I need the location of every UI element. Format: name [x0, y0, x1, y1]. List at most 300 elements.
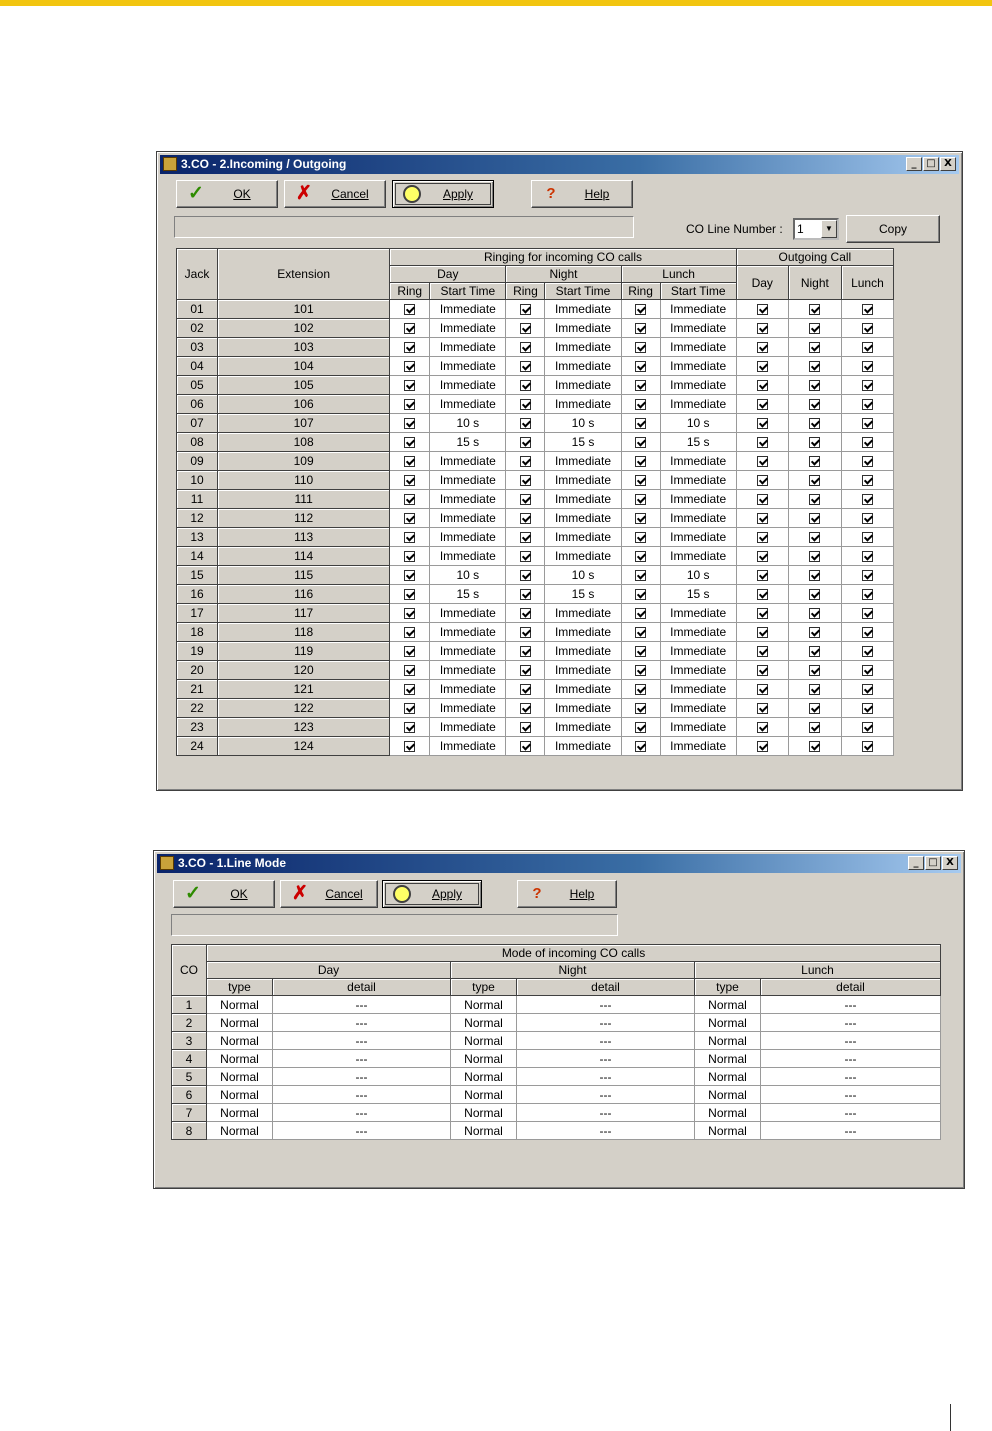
ring-checkbox-cell[interactable] — [621, 604, 660, 623]
ring-checkbox-cell[interactable] — [506, 338, 545, 357]
ring-checkbox-cell[interactable] — [390, 338, 430, 357]
ring-checkbox[interactable] — [404, 380, 415, 391]
outgoing-checkbox[interactable] — [757, 456, 768, 467]
ring-checkbox-cell[interactable] — [390, 414, 430, 433]
ring-checkbox[interactable] — [404, 627, 415, 638]
outgoing-checkbox-cell[interactable] — [736, 509, 788, 528]
extension-cell[interactable]: 104 — [218, 357, 390, 376]
ring-checkbox-cell[interactable] — [390, 566, 430, 585]
ring-checkbox[interactable] — [635, 323, 646, 334]
jack-cell[interactable]: 03 — [177, 338, 218, 357]
ring-checkbox[interactable] — [404, 399, 415, 410]
ring-checkbox[interactable] — [520, 494, 531, 505]
outgoing-checkbox[interactable] — [757, 494, 768, 505]
outgoing-checkbox[interactable] — [757, 646, 768, 657]
ring-checkbox-cell[interactable] — [506, 509, 545, 528]
outgoing-checkbox[interactable] — [757, 608, 768, 619]
detail-cell[interactable]: --- — [517, 1050, 695, 1068]
outgoing-checkbox[interactable] — [757, 342, 768, 353]
outgoing-checkbox[interactable] — [809, 627, 820, 638]
outgoing-checkbox[interactable] — [862, 627, 873, 638]
outgoing-checkbox[interactable] — [809, 399, 820, 410]
outgoing-checkbox[interactable] — [809, 741, 820, 752]
ring-checkbox[interactable] — [520, 513, 531, 524]
outgoing-checkbox[interactable] — [809, 513, 820, 524]
outgoing-checkbox[interactable] — [862, 570, 873, 581]
outgoing-checkbox-cell[interactable] — [736, 528, 788, 547]
detail-cell[interactable]: --- — [273, 1104, 451, 1122]
detail-cell[interactable]: --- — [273, 1032, 451, 1050]
ring-checkbox[interactable] — [404, 456, 415, 467]
ring-checkbox-cell[interactable] — [621, 357, 660, 376]
type-cell[interactable]: Normal — [207, 1050, 273, 1068]
start-time-cell[interactable]: Immediate — [430, 737, 506, 756]
outgoing-checkbox-cell[interactable] — [841, 718, 893, 737]
ring-checkbox[interactable] — [404, 722, 415, 733]
extension-cell[interactable]: 111 — [218, 490, 390, 509]
outgoing-checkbox-cell[interactable] — [841, 395, 893, 414]
minimize-button[interactable]: _ — [908, 856, 924, 870]
jack-cell[interactable]: 06 — [177, 395, 218, 414]
outgoing-checkbox[interactable] — [809, 551, 820, 562]
outgoing-checkbox[interactable] — [757, 722, 768, 733]
ring-checkbox-cell[interactable] — [390, 490, 430, 509]
start-time-cell[interactable]: Immediate — [545, 604, 621, 623]
outgoing-checkbox-cell[interactable] — [841, 737, 893, 756]
outgoing-checkbox-cell[interactable] — [841, 680, 893, 699]
ring-checkbox-cell[interactable] — [506, 737, 545, 756]
outgoing-checkbox-cell[interactable] — [736, 433, 788, 452]
start-time-cell[interactable]: Immediate — [660, 300, 736, 319]
start-time-cell[interactable]: Immediate — [660, 528, 736, 547]
outgoing-checkbox-cell[interactable] — [788, 300, 841, 319]
co-cell[interactable]: 7 — [172, 1104, 207, 1122]
outgoing-checkbox[interactable] — [862, 494, 873, 505]
outgoing-checkbox-cell[interactable] — [736, 737, 788, 756]
detail-cell[interactable]: --- — [517, 1032, 695, 1050]
outgoing-checkbox-cell[interactable] — [736, 547, 788, 566]
outgoing-checkbox[interactable] — [809, 570, 820, 581]
ring-checkbox-cell[interactable] — [390, 357, 430, 376]
outgoing-checkbox[interactable] — [862, 437, 873, 448]
outgoing-checkbox-cell[interactable] — [736, 414, 788, 433]
start-time-cell[interactable]: 15 s — [545, 433, 621, 452]
jack-cell[interactable]: 02 — [177, 319, 218, 338]
start-time-cell[interactable]: Immediate — [430, 528, 506, 547]
start-time-cell[interactable]: Immediate — [545, 509, 621, 528]
ring-checkbox[interactable] — [404, 551, 415, 562]
extension-cell[interactable]: 123 — [218, 718, 390, 737]
ring-checkbox[interactable] — [635, 456, 646, 467]
type-cell[interactable]: Normal — [207, 996, 273, 1014]
jack-cell[interactable]: 11 — [177, 490, 218, 509]
help-button[interactable]: ? Help — [531, 180, 633, 208]
ring-checkbox-cell[interactable] — [390, 528, 430, 547]
outgoing-checkbox-cell[interactable] — [788, 414, 841, 433]
outgoing-checkbox[interactable] — [809, 456, 820, 467]
ring-checkbox-cell[interactable] — [506, 547, 545, 566]
outgoing-checkbox[interactable] — [809, 665, 820, 676]
minimize-button[interactable]: _ — [906, 157, 922, 171]
extension-cell[interactable]: 107 — [218, 414, 390, 433]
outgoing-checkbox[interactable] — [757, 437, 768, 448]
ring-checkbox[interactable] — [404, 703, 415, 714]
start-time-cell[interactable]: Immediate — [660, 737, 736, 756]
outgoing-checkbox-cell[interactable] — [841, 661, 893, 680]
outgoing-checkbox-cell[interactable] — [788, 433, 841, 452]
ring-checkbox-cell[interactable] — [621, 490, 660, 509]
ring-checkbox[interactable] — [404, 437, 415, 448]
detail-cell[interactable]: --- — [517, 996, 695, 1014]
detail-cell[interactable]: --- — [273, 1050, 451, 1068]
start-time-cell[interactable]: Immediate — [430, 319, 506, 338]
ring-checkbox[interactable] — [520, 532, 531, 543]
outgoing-checkbox[interactable] — [862, 551, 873, 562]
type-cell[interactable]: Normal — [695, 996, 761, 1014]
jack-cell[interactable]: 18 — [177, 623, 218, 642]
ring-checkbox[interactable] — [404, 342, 415, 353]
jack-cell[interactable]: 16 — [177, 585, 218, 604]
start-time-cell[interactable]: Immediate — [545, 338, 621, 357]
co-line-number-select[interactable]: 1 ▼ — [793, 218, 839, 240]
outgoing-checkbox[interactable] — [757, 551, 768, 562]
ring-checkbox-cell[interactable] — [621, 319, 660, 338]
outgoing-checkbox[interactable] — [809, 361, 820, 372]
type-cell[interactable]: Normal — [695, 1014, 761, 1032]
outgoing-checkbox-cell[interactable] — [788, 566, 841, 585]
outgoing-checkbox[interactable] — [809, 646, 820, 657]
outgoing-checkbox-cell[interactable] — [841, 490, 893, 509]
chevron-down-icon[interactable]: ▼ — [821, 220, 837, 238]
start-time-cell[interactable]: Immediate — [545, 642, 621, 661]
outgoing-checkbox-cell[interactable] — [788, 661, 841, 680]
ring-checkbox-cell[interactable] — [390, 509, 430, 528]
type-cell[interactable]: Normal — [695, 1032, 761, 1050]
outgoing-checkbox-cell[interactable] — [841, 300, 893, 319]
outgoing-checkbox-cell[interactable] — [841, 642, 893, 661]
type-cell[interactable]: Normal — [451, 1068, 517, 1086]
outgoing-checkbox-cell[interactable] — [841, 566, 893, 585]
detail-cell[interactable]: --- — [517, 1104, 695, 1122]
ring-checkbox[interactable] — [635, 722, 646, 733]
maximize-button[interactable]: □ — [923, 157, 939, 171]
jack-cell[interactable]: 09 — [177, 452, 218, 471]
ring-checkbox[interactable] — [635, 570, 646, 581]
outgoing-checkbox-cell[interactable] — [788, 585, 841, 604]
ring-checkbox-cell[interactable] — [390, 452, 430, 471]
type-cell[interactable]: Normal — [695, 1104, 761, 1122]
outgoing-checkbox[interactable] — [809, 703, 820, 714]
co-cell[interactable]: 5 — [172, 1068, 207, 1086]
outgoing-checkbox-cell[interactable] — [788, 718, 841, 737]
outgoing-checkbox-cell[interactable] — [788, 452, 841, 471]
outgoing-checkbox[interactable] — [809, 684, 820, 695]
extension-cell[interactable]: 103 — [218, 338, 390, 357]
start-time-cell[interactable]: Immediate — [430, 357, 506, 376]
ring-checkbox-cell[interactable] — [506, 433, 545, 452]
start-time-cell[interactable]: Immediate — [660, 357, 736, 376]
start-time-cell[interactable]: Immediate — [430, 338, 506, 357]
ring-checkbox[interactable] — [635, 608, 646, 619]
ring-checkbox-cell[interactable] — [390, 642, 430, 661]
detail-cell[interactable]: --- — [517, 1086, 695, 1104]
start-time-cell[interactable]: Immediate — [660, 376, 736, 395]
start-time-cell[interactable]: Immediate — [660, 699, 736, 718]
extension-cell[interactable]: 102 — [218, 319, 390, 338]
jack-cell[interactable]: 07 — [177, 414, 218, 433]
outgoing-checkbox[interactable] — [862, 532, 873, 543]
apply-button[interactable]: Apply — [392, 180, 494, 208]
ring-checkbox-cell[interactable] — [506, 357, 545, 376]
outgoing-checkbox[interactable] — [757, 703, 768, 714]
ring-checkbox[interactable] — [404, 665, 415, 676]
start-time-cell[interactable]: Immediate — [660, 642, 736, 661]
ring-checkbox-cell[interactable] — [390, 300, 430, 319]
jack-cell[interactable]: 04 — [177, 357, 218, 376]
start-time-cell[interactable]: Immediate — [660, 623, 736, 642]
jack-cell[interactable]: 21 — [177, 680, 218, 699]
outgoing-checkbox-cell[interactable] — [736, 395, 788, 414]
outgoing-checkbox-cell[interactable] — [788, 604, 841, 623]
jack-cell[interactable]: 12 — [177, 509, 218, 528]
ring-checkbox-cell[interactable] — [621, 642, 660, 661]
maximize-button[interactable]: □ — [925, 856, 941, 870]
ring-checkbox-cell[interactable] — [390, 433, 430, 452]
apply-button[interactable]: Apply — [382, 880, 482, 908]
detail-cell[interactable]: --- — [761, 996, 941, 1014]
outgoing-checkbox-cell[interactable] — [736, 718, 788, 737]
detail-cell[interactable]: --- — [517, 1014, 695, 1032]
start-time-cell[interactable]: Immediate — [430, 452, 506, 471]
close-button[interactable]: X — [942, 856, 958, 870]
ring-checkbox[interactable] — [635, 551, 646, 562]
ring-checkbox-cell[interactable] — [621, 376, 660, 395]
jack-cell[interactable]: 17 — [177, 604, 218, 623]
ring-checkbox-cell[interactable] — [506, 680, 545, 699]
outgoing-checkbox[interactable] — [809, 532, 820, 543]
type-cell[interactable]: Normal — [207, 1122, 273, 1140]
detail-cell[interactable]: --- — [761, 1032, 941, 1050]
type-cell[interactable]: Normal — [451, 1122, 517, 1140]
outgoing-checkbox[interactable] — [757, 589, 768, 600]
co-cell[interactable]: 6 — [172, 1086, 207, 1104]
ring-checkbox[interactable] — [635, 703, 646, 714]
start-time-cell[interactable]: Immediate — [660, 319, 736, 338]
ring-checkbox-cell[interactable] — [506, 623, 545, 642]
ring-checkbox-cell[interactable] — [506, 395, 545, 414]
start-time-cell[interactable]: Immediate — [545, 300, 621, 319]
outgoing-checkbox[interactable] — [757, 304, 768, 315]
outgoing-checkbox-cell[interactable] — [736, 357, 788, 376]
ring-checkbox[interactable] — [404, 608, 415, 619]
extension-cell[interactable]: 108 — [218, 433, 390, 452]
outgoing-checkbox[interactable] — [809, 608, 820, 619]
outgoing-checkbox[interactable] — [862, 342, 873, 353]
start-time-cell[interactable]: 10 s — [660, 414, 736, 433]
outgoing-checkbox-cell[interactable] — [841, 604, 893, 623]
close-button[interactable]: X — [940, 157, 956, 171]
start-time-cell[interactable]: Immediate — [660, 680, 736, 699]
ring-checkbox[interactable] — [635, 741, 646, 752]
outgoing-checkbox[interactable] — [862, 399, 873, 410]
ring-checkbox[interactable] — [635, 475, 646, 486]
outgoing-checkbox-cell[interactable] — [788, 395, 841, 414]
outgoing-checkbox[interactable] — [862, 361, 873, 372]
outgoing-checkbox-cell[interactable] — [788, 737, 841, 756]
start-time-cell[interactable]: Immediate — [545, 623, 621, 642]
ring-checkbox-cell[interactable] — [390, 604, 430, 623]
start-time-cell[interactable]: Immediate — [430, 395, 506, 414]
ring-checkbox[interactable] — [520, 475, 531, 486]
ring-checkbox-cell[interactable] — [390, 737, 430, 756]
extension-cell[interactable]: 112 — [218, 509, 390, 528]
start-time-cell[interactable]: Immediate — [545, 471, 621, 490]
detail-cell[interactable]: --- — [273, 996, 451, 1014]
ring-checkbox[interactable] — [404, 741, 415, 752]
start-time-cell[interactable]: Immediate — [430, 490, 506, 509]
ring-checkbox[interactable] — [404, 323, 415, 334]
detail-cell[interactable]: --- — [273, 1086, 451, 1104]
start-time-cell[interactable]: Immediate — [430, 718, 506, 737]
ring-checkbox-cell[interactable] — [621, 585, 660, 604]
ring-checkbox-cell[interactable] — [506, 566, 545, 585]
ring-checkbox[interactable] — [404, 475, 415, 486]
outgoing-checkbox-cell[interactable] — [841, 433, 893, 452]
ring-checkbox-cell[interactable] — [506, 528, 545, 547]
start-time-cell[interactable]: Immediate — [660, 604, 736, 623]
outgoing-checkbox-cell[interactable] — [788, 680, 841, 699]
outgoing-checkbox-cell[interactable] — [736, 452, 788, 471]
type-cell[interactable]: Normal — [207, 1068, 273, 1086]
outgoing-checkbox-cell[interactable] — [788, 528, 841, 547]
ring-checkbox-cell[interactable] — [621, 680, 660, 699]
outgoing-checkbox[interactable] — [757, 513, 768, 524]
co-cell[interactable]: 3 — [172, 1032, 207, 1050]
ring-checkbox[interactable] — [635, 513, 646, 524]
ring-checkbox-cell[interactable] — [506, 376, 545, 395]
ring-checkbox-cell[interactable] — [390, 623, 430, 642]
outgoing-checkbox[interactable] — [809, 380, 820, 391]
start-time-cell[interactable]: Immediate — [430, 547, 506, 566]
jack-cell[interactable]: 23 — [177, 718, 218, 737]
outgoing-checkbox-cell[interactable] — [788, 490, 841, 509]
ring-checkbox[interactable] — [520, 741, 531, 752]
outgoing-checkbox-cell[interactable] — [841, 528, 893, 547]
outgoing-checkbox-cell[interactable] — [736, 661, 788, 680]
ring-checkbox[interactable] — [635, 589, 646, 600]
ring-checkbox-cell[interactable] — [621, 547, 660, 566]
type-cell[interactable]: Normal — [451, 1104, 517, 1122]
start-time-cell[interactable]: Immediate — [545, 490, 621, 509]
outgoing-checkbox-cell[interactable] — [788, 357, 841, 376]
outgoing-checkbox[interactable] — [757, 741, 768, 752]
start-time-cell[interactable]: 15 s — [430, 585, 506, 604]
cancel-button[interactable]: ✗ Cancel — [284, 180, 386, 208]
start-time-cell[interactable]: Immediate — [430, 661, 506, 680]
ring-checkbox[interactable] — [635, 380, 646, 391]
detail-cell[interactable]: --- — [273, 1068, 451, 1086]
jack-cell[interactable]: 24 — [177, 737, 218, 756]
ring-checkbox-cell[interactable] — [621, 338, 660, 357]
extension-cell[interactable]: 118 — [218, 623, 390, 642]
ok-button[interactable]: ✓ OK — [176, 180, 278, 208]
ring-checkbox[interactable] — [635, 399, 646, 410]
detail-cell[interactable]: --- — [761, 1122, 941, 1140]
extension-cell[interactable]: 124 — [218, 737, 390, 756]
ring-checkbox-cell[interactable] — [506, 452, 545, 471]
ring-checkbox[interactable] — [635, 627, 646, 638]
type-cell[interactable]: Normal — [695, 1122, 761, 1140]
detail-cell[interactable]: --- — [517, 1068, 695, 1086]
outgoing-checkbox[interactable] — [862, 703, 873, 714]
ring-checkbox-cell[interactable] — [621, 737, 660, 756]
outgoing-checkbox-cell[interactable] — [788, 623, 841, 642]
jack-cell[interactable]: 15 — [177, 566, 218, 585]
outgoing-checkbox[interactable] — [757, 532, 768, 543]
ring-checkbox-cell[interactable] — [506, 699, 545, 718]
type-cell[interactable]: Normal — [451, 1032, 517, 1050]
outgoing-checkbox[interactable] — [809, 475, 820, 486]
start-time-cell[interactable]: Immediate — [430, 623, 506, 642]
ring-checkbox-cell[interactable] — [390, 376, 430, 395]
ring-checkbox[interactable] — [520, 342, 531, 353]
outgoing-checkbox[interactable] — [809, 437, 820, 448]
start-time-cell[interactable]: Immediate — [660, 547, 736, 566]
ring-checkbox[interactable] — [635, 304, 646, 315]
jack-cell[interactable]: 14 — [177, 547, 218, 566]
ring-checkbox[interactable] — [404, 532, 415, 543]
extension-cell[interactable]: 117 — [218, 604, 390, 623]
ring-checkbox-cell[interactable] — [506, 718, 545, 737]
outgoing-checkbox-cell[interactable] — [736, 623, 788, 642]
type-cell[interactable]: Normal — [207, 1032, 273, 1050]
outgoing-checkbox[interactable] — [809, 342, 820, 353]
ring-checkbox[interactable] — [635, 665, 646, 676]
outgoing-checkbox-cell[interactable] — [841, 585, 893, 604]
outgoing-checkbox-cell[interactable] — [841, 338, 893, 357]
ring-checkbox[interactable] — [404, 646, 415, 657]
ring-checkbox[interactable] — [520, 418, 531, 429]
start-time-cell[interactable]: Immediate — [545, 319, 621, 338]
ring-checkbox[interactable] — [520, 437, 531, 448]
ring-checkbox-cell[interactable] — [621, 699, 660, 718]
ring-checkbox[interactable] — [520, 589, 531, 600]
jack-cell[interactable]: 05 — [177, 376, 218, 395]
ring-checkbox-cell[interactable] — [506, 300, 545, 319]
outgoing-checkbox-cell[interactable] — [788, 699, 841, 718]
type-cell[interactable]: Normal — [695, 1086, 761, 1104]
start-time-cell[interactable]: 10 s — [545, 566, 621, 585]
outgoing-checkbox-cell[interactable] — [736, 604, 788, 623]
ring-checkbox-cell[interactable] — [621, 623, 660, 642]
help-button[interactable]: ? Help — [517, 880, 617, 908]
start-time-cell[interactable]: Immediate — [430, 604, 506, 623]
ring-checkbox[interactable] — [520, 646, 531, 657]
ring-checkbox[interactable] — [404, 513, 415, 524]
outgoing-checkbox-cell[interactable] — [788, 471, 841, 490]
ring-checkbox-cell[interactable] — [390, 699, 430, 718]
outgoing-checkbox[interactable] — [862, 456, 873, 467]
outgoing-checkbox-cell[interactable] — [736, 490, 788, 509]
start-time-cell[interactable]: Immediate — [660, 490, 736, 509]
outgoing-checkbox-cell[interactable] — [788, 319, 841, 338]
ring-checkbox[interactable] — [520, 323, 531, 334]
ring-checkbox-cell[interactable] — [621, 300, 660, 319]
outgoing-checkbox[interactable] — [862, 513, 873, 524]
type-cell[interactable]: Normal — [451, 1050, 517, 1068]
outgoing-checkbox-cell[interactable] — [841, 471, 893, 490]
ring-checkbox[interactable] — [520, 399, 531, 410]
